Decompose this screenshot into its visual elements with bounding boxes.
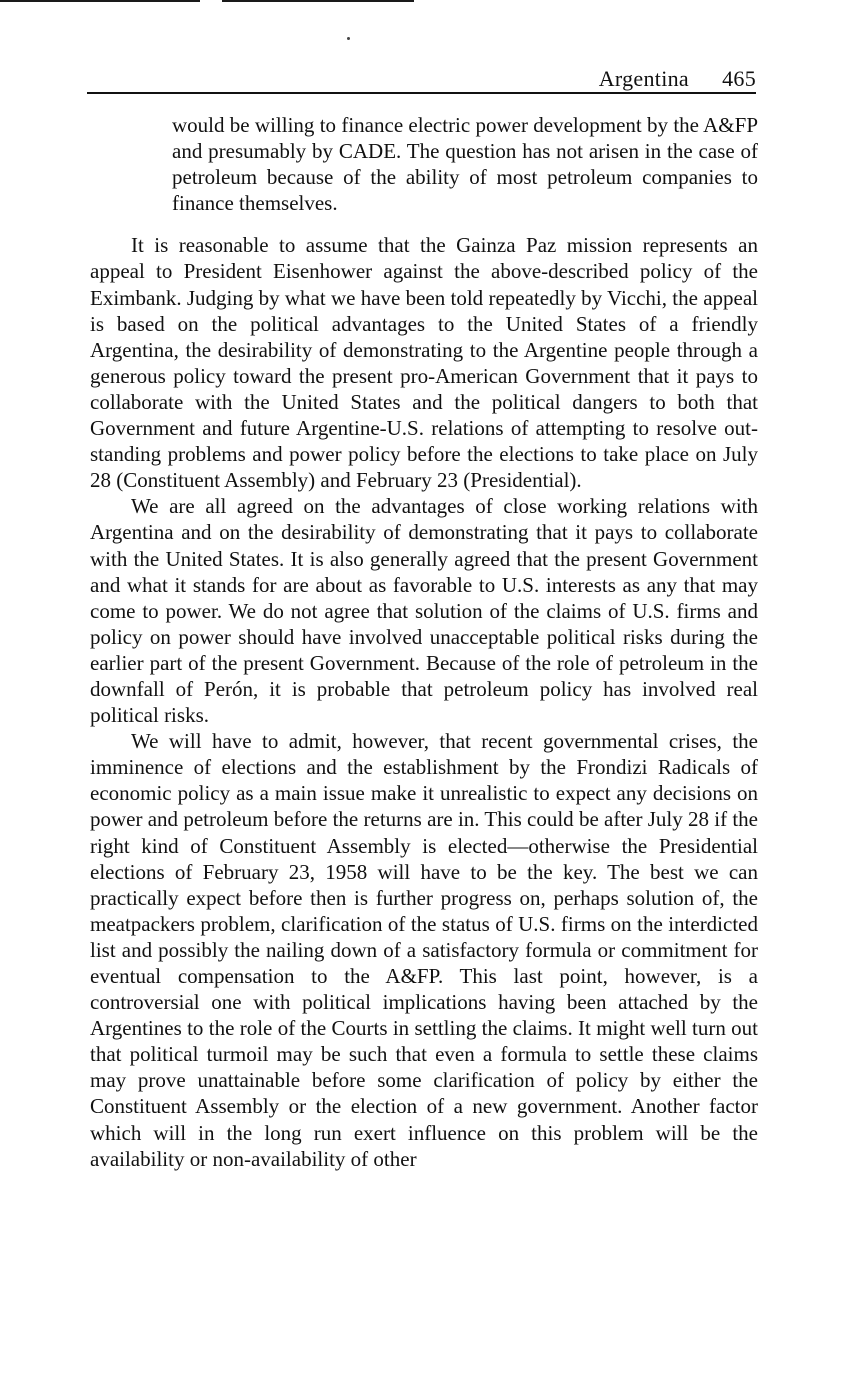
body-paragraph: It is reasonable to assume that the Gainza Paz mission represents an appeal to President Eisenhower against the above-described policy of the Eximbank. Judging by what we have been told repeatedly by Vicchi, the appeal is based on the political advantages to the United States of a friendly Argentina, the desirability of demonstrating to the Argentine people through a generous policy toward the present pro-American Government that it pays to collaborate with the United States and the political dangers to both that Government and future Argentine-U.S. relations of attempting to resolve outstanding problems and power policy before the elections to take place on July 28 (Constituent Assembly) and February 23 (Presidential). [90, 233, 758, 493]
scan-edge-mark [0, 0, 200, 2]
body-paragraph: We will have to admit, however, that recent governmental crises, the imminence of elections and the establishment by the Frondizi Radicals of economic policy as a main issue make it unrealistic to expect any decisions on power and petroleum before the returns are in. This could be after July 28 if the right kind of Constituent Assembly is elected—otherwise the Presidential elections of February 23, 1958 will have to be the key. The best we can practically expect before then is further progress on, perhaps solution of, the meatpackers problem, clarification of the status of U.S. firms on the interdicted list and possibly the nailing down of a satisfactory formula or commitment for eventual compensation to the A&FP. This last point, however, is a controversial one with political implications having been attached by the Argentines to the role of the Courts in settling the claims. It might well turn out that political turmoil may be such that even a formula to settle these claims may prove unattainable before some clarification of policy by either the Constituent Assembly or the election of a new government. Another factor which will in the long run exert influence on this problem will be the availability or non-availability of other [90, 729, 758, 1171]
block-quote-paragraph: would be willing to finance electric power development by the A&FP and presumably by CADE. The question has not arisen in the case of petroleum because of the ability of most petroleum companies to finance themselves. [172, 113, 758, 216]
body-text [90, 112, 758, 1172]
running-head [87, 64, 756, 94]
running-head-title: Argentina [598, 66, 689, 91]
page-number: 465 [722, 66, 756, 91]
scan-speck [347, 37, 350, 40]
scan-edge-mark [222, 0, 414, 2]
body-paragraph: We are all agreed on the advantages of close working relations with Argentina and on the desirability of demonstrating that it pays to collaborate with the United States. It is also generally agreed that the present Government and what it stands for are about as favorable to U.S. interests as any that may come to power. We do not agree that solution of the claims of U.S. firms and policy on power should have involved unacceptable political risks during the earlier part of the present Government. Because of the role of petroleum in the downfall of Perón, it is probable that petroleum policy has involved real political risks. [90, 494, 758, 728]
